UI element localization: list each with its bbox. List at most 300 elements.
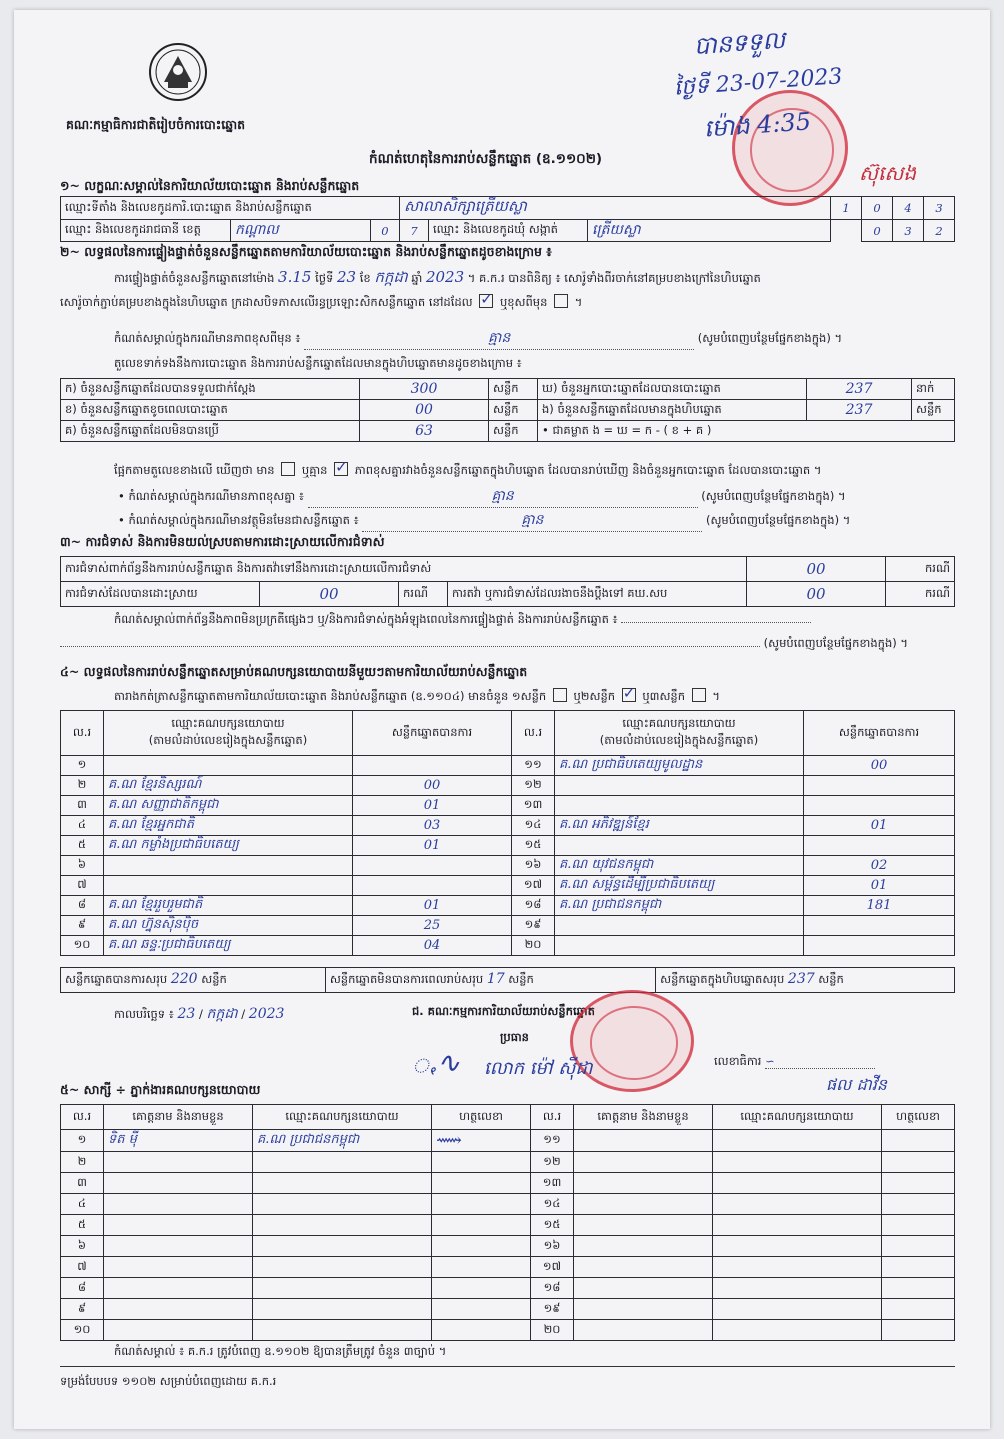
witness-sign-right (882, 1130, 955, 1152)
w-col-no-left: ល.រ (61, 1105, 104, 1130)
s4-intro-or1: ឬ២សន្លឹក (573, 689, 616, 703)
s2-note-value: គ្មាន (304, 328, 694, 350)
s2-day: 23 (337, 268, 357, 286)
party-no-right: ១២ (512, 776, 555, 796)
s2-compare-text: ផ្អែកតាមតួលេខខាងលើ ឃើញថា មាន (114, 463, 275, 477)
total-invalid-label: សន្លឹកឆ្នោតមិនបានការពេលរាប់សរុប (329, 972, 484, 986)
party-votes-right: 01 (804, 876, 955, 896)
chair-signature: ꩻ∿ (412, 1046, 460, 1079)
witness-no-left: ៧ (61, 1257, 104, 1278)
date-year: 2023 (248, 1006, 285, 1022)
s2-bullet1 (118, 486, 958, 508)
s2-note-hint: (សូមបំពេញបន្ថែមផ្នែកខាងក្នុង) ។ (697, 331, 843, 345)
party-name-right (555, 936, 804, 956)
s2-b2-hint: (សូមបំពេញបន្ថែមផ្នែកខាងក្នុង) ។ (705, 513, 851, 527)
witness-no-left: ៤ (61, 1194, 104, 1215)
chair-name: លោក ម៉ៅ ស៊ីដា (484, 1058, 593, 1079)
party-no-right: ១៩ (512, 916, 555, 936)
count-a-value: 300 (360, 379, 489, 400)
table-row (61, 1299, 955, 1320)
secretary-row (714, 1054, 875, 1071)
witness-party-right (713, 1194, 882, 1215)
sheets-2-checkbox[interactable] (622, 688, 636, 702)
witness-party-right (713, 1215, 882, 1236)
party-votes-left: 01 (353, 836, 512, 856)
witness-party-left (253, 1320, 432, 1341)
witness-sign-left (432, 1278, 531, 1299)
witness-name-left (104, 1236, 253, 1257)
count-c-label: គ) ចំនួនសន្លឹកឆ្នោតដែលមិនបានប្រើ (61, 421, 360, 442)
count-a-unit: សន្លឹក (489, 379, 538, 400)
s2-p1-or: ឬខុសពីមុន (499, 295, 548, 309)
party-votes-left (353, 876, 512, 896)
col-party-right (555, 711, 804, 756)
total-box-unit: សន្លឹក (818, 972, 844, 986)
witness-sign-left (432, 1236, 531, 1257)
table-row (61, 836, 955, 856)
org-name: គណៈកម្មាធិការជាតិរៀបចំការបោះឆ្នោត (66, 117, 246, 132)
total-box-cell (656, 968, 955, 993)
sheets-1-checkbox[interactable] (553, 688, 567, 702)
count-formula: • ជាគម្លាត ង = ឃ = ក - ( ខ + គ ) (538, 421, 955, 442)
table-row (61, 876, 955, 896)
same-checkbox[interactable] (479, 294, 493, 308)
s2-b1-hint: (សូមបំពេញបន្ថែមផ្នែកខាងក្នុង) ។ (701, 489, 846, 503)
table-row (61, 856, 955, 876)
w-col-no-right: ល.រ (531, 1105, 574, 1130)
party-no-left: ៦ (61, 856, 104, 876)
counts-table (60, 378, 955, 442)
witness-no-left: ៩ (61, 1299, 104, 1320)
party-votes-left: 01 (353, 896, 512, 916)
witness-sign-right (882, 1299, 955, 1320)
s2-p1-e: ។ គ.ក.រ បានពិនិត្យ ៖ សោរ៉ូទាំងពីរចាក់នៅគម្របខាងក្រៅនៃហិបឆ្នោត (467, 271, 761, 285)
party-votes-left: 00 (353, 776, 512, 796)
party-name-right (555, 916, 804, 936)
s1-prov-code-1: 0 (370, 220, 399, 242)
party-name-right (555, 776, 804, 796)
witness-no-left: ១ (61, 1130, 104, 1152)
count-b-unit: សន្លឹក (489, 400, 538, 421)
received-time: ម៉ោង 4:35 (702, 107, 812, 143)
witness-name-right (574, 1173, 713, 1194)
col-no-left: ល.រ (61, 711, 104, 756)
date-label: កាលបរិច្ឆេទ ៖ (114, 1007, 174, 1021)
party-name-right (555, 796, 804, 816)
witness-party-right (713, 1236, 882, 1257)
s2-p1-b: ថ្ងៃទី (315, 271, 334, 285)
col-no-right: ល.រ (512, 711, 555, 756)
form-title: កំណត់ហេតុនៃការរាប់សន្លឹកឆ្នោត (ឧ.១១០២) (369, 151, 603, 167)
party-votes-left: 04 (353, 936, 512, 956)
party-votes-right: 00 (804, 756, 955, 776)
witness-name-left (104, 1215, 253, 1236)
witness-sign-right (882, 1194, 955, 1215)
total-invalid-unit: សន្លឹក (508, 972, 534, 986)
obj-r1-unit: ករណី (886, 557, 955, 582)
w-col-sign-right: ហត្ថលេខា (882, 1105, 955, 1130)
s2-b1-value: គ្មាន (308, 486, 698, 508)
witness-party-right (713, 1130, 882, 1152)
table-row (61, 896, 955, 916)
table-row (61, 816, 955, 836)
s2-compare-rest: ភាពខុសគ្នារវាងចំនួនសន្លឹកឆ្នោតក្នុងហិបឆ្នោត ដែលបានរាប់ឃើញ និងចំនួនអ្នកបោះឆ្នោត ដែលបានបោះឆ្នោត ។ (354, 463, 822, 477)
s4-intro-or2: ឬ៣សន្លឹក (642, 689, 686, 703)
section5-title: ៥~ សាក្សី ÷ ភ្នាក់ងារគណបក្សនយោបាយ (60, 1082, 261, 1097)
total-valid-cell (61, 968, 326, 993)
party-name-left (104, 756, 353, 776)
table-row (61, 1130, 955, 1152)
party-name-left: គ.ណ ខ្មែរអ្នកជាតិ (104, 816, 353, 836)
party-no-right: ១៥ (512, 836, 555, 856)
party-no-left: ១ (61, 756, 104, 776)
witness-sign-right (882, 1215, 955, 1236)
witness-sign-right (882, 1152, 955, 1173)
nec-emblem-icon (146, 40, 210, 104)
witness-name-right (574, 1215, 713, 1236)
table-row (61, 1152, 955, 1173)
witness-no-left: ៥ (61, 1215, 104, 1236)
s2-para1-line2: សោរ៉ូចាក់ភ្ជាប់គម្របខាងក្នុងនៃហិបឆ្នោត ក្រដាសបិទភាសលើរន្ធប្រឡោះសិកសន្លឹកឆ្នោត នៅដដែល ✓ ឬខុសពីមុន ។ (60, 294, 955, 312)
date-day: 23 (177, 1006, 196, 1022)
party-name-left: គ.ណ ខ្មែររួបរួមជាតិ (104, 896, 353, 916)
total-valid-value: 220 (170, 971, 198, 987)
count-e-value: 237 (807, 400, 912, 421)
witness-name-right (574, 1299, 713, 1320)
witness-no-right: ១៩ (531, 1299, 574, 1320)
count-b-value: 00 (360, 400, 489, 421)
party-votes-right (804, 776, 955, 796)
witness-name-right (574, 1236, 713, 1257)
total-invalid-cell (325, 968, 655, 993)
section2-title: ២~ លទ្ធផលនៃការផ្ទៀងផ្ទាត់ចំនួនសន្លឹកឆ្នោតតាមការិយាល័យបោះឆ្នោត និងរាប់សន្លឹកឆ្នោតដូចខាងក្រោម ៖ (60, 244, 552, 259)
witness-no-right: ១១ (531, 1130, 574, 1152)
s2-month: កក្កដា (374, 268, 408, 286)
witness-rows (61, 1130, 955, 1341)
witness-no-right: ១៣ (531, 1173, 574, 1194)
s1-commune-code-1: 0 (862, 220, 893, 242)
s2-compare (114, 462, 964, 480)
witness-party-left (253, 1152, 432, 1173)
received-note: បានទទួល (692, 25, 787, 61)
s2-p1-c: ខែ (359, 271, 371, 285)
table-row (61, 796, 955, 816)
party-no-right: ១៣ (512, 796, 555, 816)
total-box-value: 237 (787, 971, 815, 987)
footer-note: កំណត់សម្គាល់ ៖ គ.ក.រ ត្រូវបំពេញ ឧ.១១០២ ឱ្យបានត្រឹមត្រូវ ចំនួន ៣ច្បាប់ ។ (114, 1344, 447, 1358)
witness-name-right (574, 1152, 713, 1173)
count-d-value: 237 (807, 379, 912, 400)
total-box-label: សន្លឹកឆ្នោតក្នុងហិបឆ្នោតសរុប (660, 972, 785, 986)
witness-sign-right (882, 1320, 955, 1341)
table-row (61, 1236, 955, 1257)
count-a-label: ក) ចំនួនសន្លឹកឆ្នោតដែលបានទទួលជាក់ស្ដែង (61, 379, 360, 400)
obj-r2-unit2: ករណី (886, 582, 955, 607)
count-b-label: ខ) ចំនួនសន្លឹកឆ្នោតខូចពេលបោះឆ្នោត (61, 400, 360, 421)
witness-name-left (104, 1257, 253, 1278)
party-name-left: គ.ណ សញ្ញាជាតិកម្ពុជា (104, 796, 353, 816)
table-row (61, 1320, 955, 1341)
obj-r2-label: ការជំទាស់ដែលបានដោះស្រាយ (61, 582, 260, 607)
form-sheet (14, 10, 990, 1429)
w-col-sign-left: ហត្ថលេខា (432, 1105, 531, 1130)
party-name-right: គ.ណ ប្រជាជនកម្ពុជា (555, 896, 804, 916)
table-row (61, 776, 955, 796)
witness-sign-right (882, 1257, 955, 1278)
date-month: កក្កដា (206, 1006, 238, 1022)
party-name-right (555, 836, 804, 856)
total-valid-unit: សន្លឹក (201, 972, 227, 986)
party-votes-left (353, 756, 512, 776)
count-e-label: ង) ចំនួនសន្លឹកឆ្នោតដែលមានក្នុងហិបឆ្នោត (538, 400, 807, 421)
col-party-left-title: ឈ្មោះគណបក្សនយោបាយ (171, 716, 285, 730)
received-date: ថ្ងៃទី 23-07-2023 (673, 64, 844, 101)
w-col-party-right: ឈ្មោះគណបក្សនយោបាយ (713, 1105, 882, 1130)
obj-r2-value: 00 (260, 582, 399, 607)
s2-p1-d: ឆ្នាំ (411, 271, 423, 285)
s2-b1-label: • កំណត់សម្គាល់ក្នុងករណីមានភាពខុសគ្នា ៖ (118, 489, 304, 503)
s1-row1-value: សាលាសិក្សាត្រើយស្លា (400, 197, 831, 220)
count-d-label: ឃ) ចំនួនអ្នកបោះឆ្នោតដែលបានបោះឆ្នោត (538, 379, 807, 400)
party-votes-left: 01 (353, 796, 512, 816)
table-row (61, 1278, 955, 1299)
count-d-unit: នាក់ (912, 379, 955, 400)
diff-yes-checkbox[interactable] (281, 462, 295, 476)
witness-name-right (574, 1130, 713, 1152)
witness-name-left (104, 1299, 253, 1320)
party-no-right: ១៦ (512, 856, 555, 876)
witness-party-right (713, 1257, 882, 1278)
witness-party-left (253, 1299, 432, 1320)
table-row (61, 916, 955, 936)
s3-note (114, 612, 954, 629)
s1-code-3: 4 (893, 197, 924, 220)
witness-name-right (574, 1257, 713, 1278)
witness-name-right (574, 1194, 713, 1215)
party-no-right: ១៤ (512, 816, 555, 836)
section1-title: ១~ លក្ខណៈសម្គាល់នៃការិយាល័យបោះឆ្នោត និងរាប់សន្លឹកឆ្នោត (60, 178, 360, 193)
total-valid-label: សន្លឹកឆ្នោតបានការសរុប (65, 972, 168, 986)
witness-party-left (253, 1173, 432, 1194)
col-votes-left: សន្លឹកឆ្នោតបានការ (353, 711, 512, 756)
witness-no-right: ២០ (531, 1320, 574, 1341)
col-party-right-sub: (តាមលំដាប់លេខរៀងក្នុងសន្លឹកឆ្នោត) (599, 733, 759, 747)
party-name-left: គ.ណ ហ្វ៊ុនស៊ិនប៉ិច (104, 916, 353, 936)
party-no-left: ៥ (61, 836, 104, 856)
s2-p1-f: សោរ៉ូចាក់ភ្ជាប់គម្របខាងក្នុងនៃហិបឆ្នោត ក្រដាសបិទភាសលើរន្ធប្រឡោះសិកសន្លឹកឆ្នោត នៅដដែល (60, 295, 473, 309)
witness-party-left (253, 1215, 432, 1236)
obj-r1-label: ការជំទាស់ពាក់ព័ន្ធនឹងការរាប់សន្លឹកឆ្នោត និងការតវ៉ាទៅនឹងការដោះស្រាយលើការជំទាស់ (61, 557, 747, 582)
obj-r2-unit: ករណី (399, 582, 448, 607)
table-row (61, 936, 955, 956)
party-no-left: ២ (61, 776, 104, 796)
s1-row2-label: ឈ្មោះ និងលេខកូដរាជធានី ខេត្ត (61, 220, 231, 242)
s4-intro: តារាងកត់ត្រាសន្លឹកឆ្នោតតាមការិយាល័យបោះឆ្នោត និងរាប់សន្លឹកឆ្នោត (ឧ.១១០៤) មានចំនួន ១សន្លឹក ឬ២សន្លឹក ✓ ឬ៣សន្លឹក ។ (114, 688, 720, 706)
section4-title: ៤~ លទ្ធផលនៃការរាប់សន្លឹកឆ្នោតសម្រាប់គណបក្សនយោបាយនីមួយៗតាមការិយាល័យរាប់សន្លឹកឆ្នោត (60, 664, 528, 679)
party-rows (61, 756, 955, 956)
witness-name-left (104, 1194, 253, 1215)
witness-no-left: ១០ (61, 1320, 104, 1341)
witness-sign-left: ⟿ (432, 1130, 531, 1152)
s3-note-label: កំណត់សម្គាល់ពាក់ព័ន្ធនឹងភាពមិនប្រក្រតីផ្សេងៗ ឬ/និងការជំទាស់ក្នុងអំឡុងពេលនៃការផ្ទៀងផ្ទាត់ និងការរាប់សន្លឹកឆ្នោត ៖ (114, 612, 618, 626)
col-party-left-sub: (តាមលំដាប់លេខរៀងក្នុងសន្លឹកឆ្នោត) (148, 733, 308, 747)
count-e-unit: សន្លឹក (912, 400, 955, 421)
witness-sign-left (432, 1320, 531, 1341)
party-no-left: ៨ (61, 896, 104, 916)
witness-no-left: ៣ (61, 1173, 104, 1194)
witness-no-left: ៦ (61, 1236, 104, 1257)
s1-commune: ត្រើយស្លា (588, 220, 831, 242)
party-votes-left: 03 (353, 816, 512, 836)
secretary-label: លេខាធិការ (714, 1054, 762, 1068)
s2-bullet2 (118, 510, 958, 532)
party-no-left: ៩ (61, 916, 104, 936)
s3-note-line (621, 622, 811, 623)
witness-sign-left (432, 1173, 531, 1194)
section1-table (60, 196, 955, 242)
witness-sign-right (882, 1236, 955, 1257)
witness-no-right: ១៨ (531, 1278, 574, 1299)
s3-note-line-b (60, 646, 760, 647)
party-no-left: ៤ (61, 816, 104, 836)
witness-name-left: ទិត ម៉ី (104, 1130, 253, 1152)
s2-intro2: តួលេខទាក់ទងនឹងការបោះឆ្នោត និងការរាប់សន្លឹកឆ្នោតដែលមានក្នុងហិបឆ្នោតមានដូចខាងក្រោម ៖ (114, 356, 522, 370)
s1-commune-code-2: 3 (893, 220, 924, 242)
party-votes-right: 181 (804, 896, 955, 916)
w-col-name-right: គោត្តនាម និងនាមខ្លួន (574, 1105, 713, 1130)
party-name-right: គ.ណ សម្ព័ន្ធដើម្បីប្រជាធិបតេយ្យ (555, 876, 804, 896)
witness-no-right: ១៦ (531, 1236, 574, 1257)
party-no-right: ១១ (512, 756, 555, 776)
s3-hint: (សូមបំពេញបន្ថែមផ្នែកខាងក្នុង) ។ (763, 636, 908, 650)
witness-no-left: ៨ (61, 1278, 104, 1299)
s1-commune-label: ឈ្មោះ និងលេខកូដឃុំ សង្កាត់ (429, 220, 588, 242)
party-votes-left: 25 (353, 916, 512, 936)
witness-party-left (253, 1257, 432, 1278)
party-votes-right (804, 836, 955, 856)
witness-no-right: ១៥ (531, 1215, 574, 1236)
s1-commune-code-3: 2 (924, 220, 955, 242)
witness-name-left (104, 1173, 253, 1194)
col-votes-right: សន្លឹកឆ្នោតបានការ (804, 711, 955, 756)
obj-r2-label2: ការតវ៉ា ឬការជំទាស់ដែលរងាចនឹងប្ដឹងទៅ គឃ.សប (448, 582, 747, 607)
s4-intro-text: តារាងកត់ត្រាសន្លឹកឆ្នោតតាមការិយាល័យបោះឆ្នោត និងរាប់សន្លឹកឆ្នោត (ឧ.១១០៤) មានចំនួន ១សន្លឹក (114, 689, 547, 703)
party-no-left: ៧ (61, 876, 104, 896)
witness-party-right (713, 1278, 882, 1299)
col-party-left (104, 711, 353, 756)
party-no-left: ១០ (61, 936, 104, 956)
party-votes-right: 02 (804, 856, 955, 876)
witness-sign-left (432, 1299, 531, 1320)
s1-code-1: 1 (831, 197, 862, 220)
s2-b2-value: គ្មាន (362, 510, 702, 532)
s1-code-2: 0 (862, 197, 893, 220)
footer-divider (60, 1366, 955, 1367)
party-results-table (60, 710, 955, 956)
section3-title: ៣~ ការជំទាស់ និងការមិនយល់ស្របតាមការដោះស្រាយលើការជំទាស់ (60, 534, 385, 549)
witness-sign-left (432, 1194, 531, 1215)
s2-compare-or: ឬគ្មាន (301, 463, 328, 477)
s1-code-4: 3 (924, 197, 955, 220)
w-col-name-left: គោត្តនាម និងនាមខ្លួន (104, 1105, 253, 1130)
witness-no-right: ១២ (531, 1152, 574, 1173)
witness-party-right (713, 1152, 882, 1173)
obj-r1-value: 00 (747, 557, 886, 582)
s2-b2-label: • កំណត់សម្គាល់ក្នុងករណីមានវត្ថុមិនមែនជាសន្លឹកឆ្នោត ៖ (118, 513, 359, 527)
witness-party-right (713, 1320, 882, 1341)
witness-party-left (253, 1194, 432, 1215)
party-votes-right (804, 916, 955, 936)
sheets-3-checkbox[interactable] (692, 688, 706, 702)
witness-name-right (574, 1320, 713, 1341)
witness-party-left (253, 1236, 432, 1257)
count-c-unit: សន្លឹក (489, 421, 538, 442)
table-row (61, 1173, 955, 1194)
witness-name-left (104, 1320, 253, 1341)
s2-note-row (114, 328, 954, 350)
s2-para1 (114, 268, 954, 290)
party-no-right: ២០ (512, 936, 555, 956)
party-no-right: ១៧ (512, 876, 555, 896)
witness-party-right (713, 1299, 882, 1320)
s2-year: 2023 (425, 268, 465, 286)
received-signature: ស៊ុសេង (859, 161, 917, 185)
party-no-right: ១៨ (512, 896, 555, 916)
totals-table (60, 967, 955, 993)
chair-label: ប្រធាន (500, 1030, 529, 1044)
witness-party-right (713, 1173, 882, 1194)
party-votes-left (353, 856, 512, 876)
different-checkbox[interactable] (554, 294, 568, 308)
party-name-left (104, 876, 353, 896)
witness-no-right: ១៧ (531, 1257, 574, 1278)
witness-party-left (253, 1278, 432, 1299)
witness-name-left (104, 1278, 253, 1299)
diff-no-checkbox[interactable] (334, 462, 348, 476)
w-col-party-left: ឈ្មោះគណបក្សនយោបាយ (253, 1105, 432, 1130)
table-row (61, 1194, 955, 1215)
witness-name-left (104, 1152, 253, 1173)
col-party-right-title: ឈ្មោះគណបក្សនយោបាយ (622, 716, 736, 730)
witness-sign-left (432, 1215, 531, 1236)
s2-note-label: កំណត់សម្គាល់ក្នុងករណីមានភាពខុសពីមុន ៖ (114, 331, 301, 345)
witness-party-left: គ.ណ ប្រជាជនកម្ពុជា (253, 1130, 432, 1152)
table-row (61, 1215, 955, 1236)
s1-province: កណ្ដាល (231, 220, 371, 242)
s1-prov-code-2: 7 (400, 220, 429, 242)
date-row: កាលបរិច្ឆេទ ៖ 23 / កក្កដា / 2023 (114, 1006, 285, 1022)
table-row (61, 1257, 955, 1278)
party-name-left: គ.ណ ឆន្ទៈប្រជាធិបតេយ្យ (104, 936, 353, 956)
count-c-value: 63 (360, 421, 489, 442)
party-no-left: ៣ (61, 796, 104, 816)
witness-sign-left (432, 1152, 531, 1173)
objections-table (60, 556, 955, 607)
witness-sign-left (432, 1257, 531, 1278)
table-row (61, 756, 955, 776)
party-votes-right (804, 796, 955, 816)
witness-no-right: ១៤ (531, 1194, 574, 1215)
obj-r2-value2: 00 (747, 582, 886, 607)
witness-sign-right (882, 1278, 955, 1299)
s3-note-line2 (60, 636, 955, 653)
witness-no-left: ២ (61, 1152, 104, 1173)
witness-table (60, 1104, 955, 1341)
party-name-right: គ.ណ ប្រជាធិបតេយ្យមូលដ្ឋាន (555, 756, 804, 776)
total-invalid-value: 17 (486, 971, 505, 987)
party-votes-right: 01 (804, 816, 955, 836)
party-name-right: គ.ណ អភិវឌ្ឍន៍ខ្មែរ (555, 816, 804, 836)
